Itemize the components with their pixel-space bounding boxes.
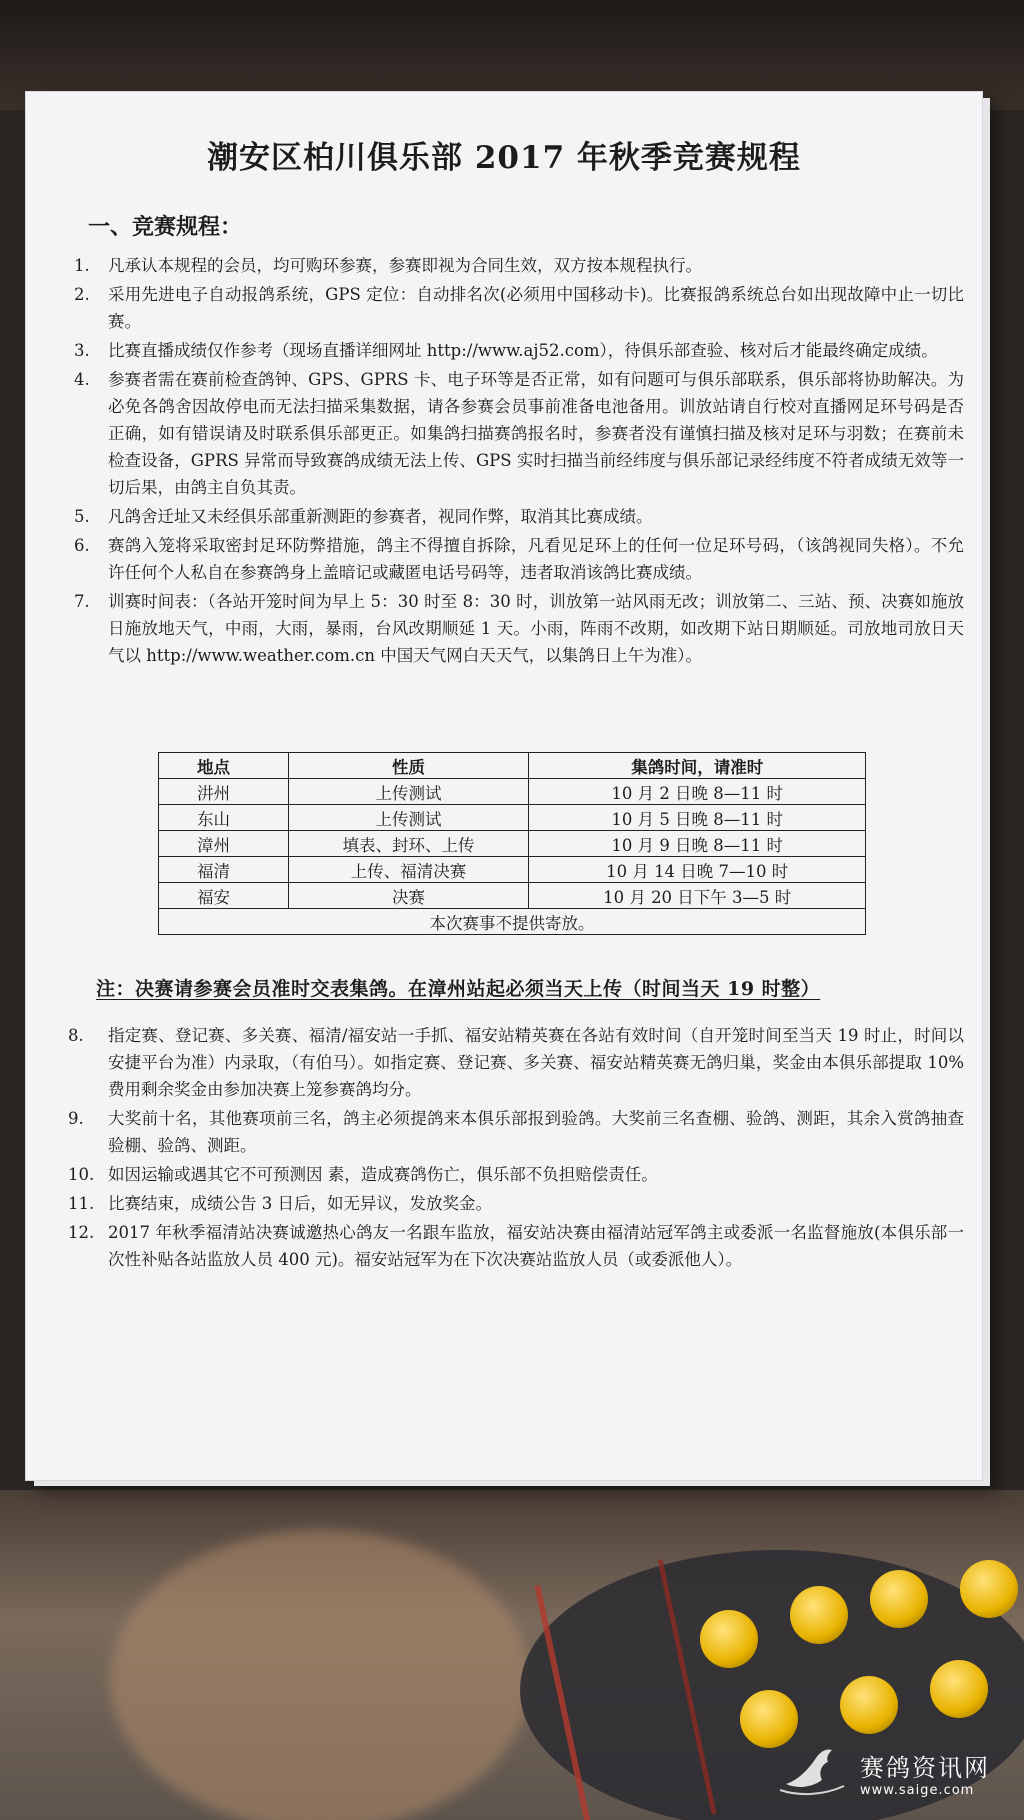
table-row [159, 831, 866, 857]
final-race-note: 注：决赛请参赛会员准时交表集鸽。在漳州站起必须当天上传（时间当天 19 时整） [96, 978, 821, 1000]
rule-text: 训赛时间表：（各站开笼时间为早上 5：30 时至 8：30 时，训放第一站风雨无改；训放第二、三站、预、决赛如施放日施放地天气，中雨，大雨，暴雨，台风改期顺延 1 天。小雨，阵雨不改期，如改期下站日期顺延。司放地司放日天气以 http://www.weather.com.cn 中国天气网白天天气，以集鸽日上午为准）。 [108, 592, 964, 665]
table-cell: 上传、福清决赛 [288, 857, 529, 883]
rule-number: 5. [74, 507, 90, 526]
yellow-cap [930, 1660, 988, 1718]
rule-item [74, 532, 964, 586]
column-header: 集鸽时间，请准时 [529, 753, 866, 779]
rule-number: 2. [74, 285, 90, 304]
table-cell: 10 月 9 日晚 8—11 时 [529, 831, 866, 857]
rules-list-part2 [68, 1022, 964, 1275]
rule-item [68, 1161, 964, 1188]
table-cell: 10 月 20 日下午 3—5 时 [529, 883, 866, 909]
rule-item [68, 1190, 964, 1217]
rule-number: 7. [74, 592, 90, 611]
table-cell: 福安 [159, 883, 289, 909]
table-row [159, 857, 866, 883]
table-cell: 10 月 5 日晚 8—11 时 [529, 805, 866, 831]
rule-item [74, 366, 964, 501]
rule-number: 6. [74, 536, 90, 555]
site-watermark [860, 1748, 990, 1798]
table-cell: 10 月 2 日晚 8—11 时 [529, 779, 866, 805]
rule-number: 11. [68, 1194, 95, 1213]
rule-item [74, 281, 964, 335]
rule-text: 大奖前十名，其他赛项前三名，鸽主必须提鸽来本俱乐部报到验鸽。大奖前三名查棚、验鸽、测距，其余入赏鸽抽查验棚、验鸽、测距。 [108, 1109, 964, 1155]
yellow-cap [870, 1570, 928, 1628]
blurred-object [110, 1530, 530, 1820]
rule-number: 10. [68, 1165, 95, 1184]
table-cell: 东山 [159, 805, 289, 831]
rule-item [68, 1219, 964, 1273]
table-row [159, 883, 866, 909]
rule-text: 采用先进电子自动报鸽系统，GPS 定位：自动排名次(必须用中国移动卡)。比赛报鸽系统总台如出现故障中止一切比赛。 [108, 285, 964, 331]
pigeon-logo-icon [778, 1740, 848, 1800]
rule-number: 1. [74, 256, 90, 275]
watermark-url: www.saige.com [860, 1783, 975, 1798]
watermark-site-name: 赛鸽资讯网 [860, 1754, 990, 1782]
column-header: 地点 [159, 753, 289, 779]
rule-item [74, 503, 964, 530]
table-cell: 10 月 14 日晚 7—10 时 [529, 857, 866, 883]
table-cell: 上传测试 [288, 805, 529, 831]
rule-text: 凡承认本规程的会员，均可购环参赛，参赛即视为合同生效，双方按本规程执行。 [108, 256, 702, 275]
document-title: 潮安区柏川俱乐部 2017 年秋季竞赛规程 [207, 140, 801, 176]
table-row [159, 805, 866, 831]
rule-number: 12. [68, 1223, 95, 1242]
yellow-cap [790, 1586, 848, 1644]
table-row [159, 779, 866, 805]
table-cell: 福清 [159, 857, 289, 883]
table-footer-row [159, 909, 866, 935]
table-cell: 决赛 [288, 883, 529, 909]
yellow-cap [840, 1676, 898, 1734]
rule-text: 参赛者需在赛前检查鸽钟、GPS、GPRS 卡、电子环等是否正常，如有问题可与俱乐部联系，俱乐部将协助解决。为必免各鸽舍因故停电而无法扫描采集数据，请各参赛会员事前准备电池备用。训放站请自行校对直播网足环号码是否正确，如有错误请及时联系俱乐部更正。如集鸽扫描赛鸽报名时，参赛者没有谨慎扫描及核对足环与羽数；在赛前未检查设备，GPRS 异常而导致赛鸽成绩无法上传、GPS 实时扫描当前经纬度与俱乐部记录经纬度不符者成绩无效等一切后果，由鸽主自负其责。 [108, 370, 964, 497]
rule-item [74, 588, 964, 669]
document-page [26, 92, 982, 1480]
rule-item [74, 337, 964, 364]
rule-number: 3. [74, 341, 90, 360]
table-footer-cell: 本次赛事不提供寄放。 [159, 909, 866, 935]
table-cell: 汫州 [159, 779, 289, 805]
section-heading: 一、竞赛规程： [88, 214, 243, 240]
rule-number: 8. [68, 1026, 84, 1045]
rule-text: 比赛直播成绩仅作参考（现场直播详细网址 http://www.aj52.com），待俱乐部查验、核对后才能最终确定成绩。 [108, 341, 938, 360]
yellow-cap [700, 1610, 758, 1668]
column-header: 性质 [288, 753, 529, 779]
rule-text: 赛鸽入笼将采取密封足环防弊措施，鸽主不得擅自拆除，凡看见足环上的任何一位足环号码，（该鸽视同失格）。不允许任何个人私自在参赛鸽身上盖暗记或藏匿电话号码等，违者取消该鸽比赛成绩。 [108, 536, 964, 582]
rule-number: 4. [74, 370, 90, 389]
rule-text: 凡鸽舍迁址又未经俱乐部重新测距的参赛者，视同作弊，取消其比赛成绩。 [108, 507, 653, 526]
rule-item [74, 252, 964, 279]
rule-text: 比赛结束，成绩公告 3 日后，如无异议，发放奖金。 [108, 1194, 492, 1213]
rule-text: 指定赛、登记赛、多关赛、福清/福安站一手抓、福安站精英赛在各站有效时间（自开笼时间至当天 19 时止，时间以安捷平台为准）内录取，（有伯马）。如指定赛、登记赛、多关赛、福安站精英赛无鸽归巢，奖金由本俱乐部提取 10%费用剩余奖金由参加决赛上笼参赛鸽均分。 [108, 1026, 964, 1099]
table-cell: 填表、封环、上传 [288, 831, 529, 857]
rule-item [68, 1022, 964, 1103]
table-header-row [159, 753, 866, 779]
rules-list-part1 [74, 252, 964, 671]
rule-text: 2017 年秋季福清站决赛诚邀热心鸽友一名跟车监放，福安站决赛由福清站冠军鸽主或委派一名监督施放(本俱乐部一次性补贴各站监放人员 400 元)。福安站冠军为在下次决赛站监放人员（或委派他人）。 [108, 1223, 964, 1269]
rule-item [68, 1105, 964, 1159]
rule-text: 如因运输或遇其它不可预测因 素，造成赛鸽伤亡，俱乐部不负担赔偿责任。 [108, 1165, 658, 1184]
rule-number: 9. [68, 1109, 84, 1128]
schedule-table [158, 752, 866, 935]
table-cell: 上传测试 [288, 779, 529, 805]
yellow-cap [960, 1560, 1018, 1618]
table-cell: 漳州 [159, 831, 289, 857]
